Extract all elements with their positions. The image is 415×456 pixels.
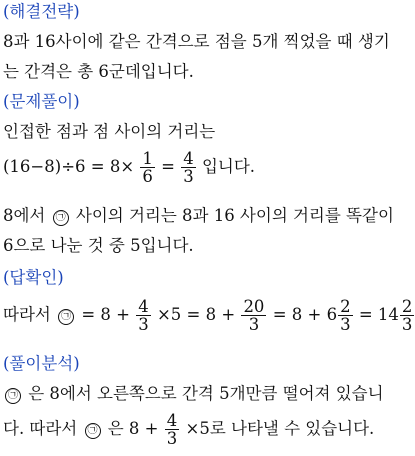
fraction-denominator: 3 [166, 429, 178, 448]
fraction-four-thirds [165, 412, 180, 447]
fraction-numerator: 2 [401, 297, 413, 316]
analysis-line-2 [3, 412, 374, 447]
check-term-1: = 8 + [81, 305, 130, 324]
section-heading-solving: (문제풀이) [3, 92, 80, 111]
strategy-line-2: 는 간격은 총 6군데입니다. [3, 62, 194, 81]
fraction-denominator: 3 [340, 315, 351, 334]
equation-left: (16−8)÷6 = 8× [3, 157, 135, 176]
solving-line-3-end: 사이의 거리는 8과 16 사이의 거리를 똑같이 [75, 206, 394, 225]
strategy-line-1: 8과 16사이에 같은 간격으로 점을 5개 찍었을 때 생기 [3, 32, 390, 51]
solving-equation [3, 150, 255, 185]
fraction-two-thirds [400, 298, 415, 333]
analysis-line-2-start: 다. 따라서 [3, 419, 78, 438]
solving-line-4: 6으로 나눈 것 중 5입니다. [3, 236, 194, 255]
analysis-line-1-text: 은 8에서 오른쪽으로 간격 5개만큼 떨어져 있습니 [28, 384, 384, 403]
analysis-line-2-mid: 은 8 + [107, 419, 159, 438]
equation-end: 입니다. [201, 157, 256, 176]
check-term-2: ×5 = 8 + [156, 305, 236, 324]
fraction-numerator: 4 [166, 411, 178, 430]
fraction-numerator: 20 [243, 297, 265, 316]
check-term-3: = 8 + 6 [272, 305, 338, 324]
circled-symbol: ㉠ [58, 309, 74, 325]
analysis-line-1 [3, 384, 384, 404]
section-heading-check: (답확인) [3, 268, 64, 287]
fraction-twenty-thirds [241, 298, 266, 333]
solving-line-1: 인접한 점과 점 사이의 거리는 [3, 122, 216, 141]
fraction-denominator: 6 [142, 167, 153, 186]
check-equation [3, 298, 415, 333]
circled-symbol: ㉠ [5, 388, 21, 404]
fraction-denominator: 3 [401, 315, 413, 334]
circled-symbol: ㉠ [53, 210, 69, 226]
fraction-denominator: 3 [183, 167, 194, 186]
equation-equals: = [161, 157, 175, 176]
fraction-numerator: 4 [138, 297, 149, 316]
section-heading-analysis: (풀이분석) [3, 354, 80, 373]
fraction-two-thirds [338, 298, 353, 333]
fraction-four-thirds [136, 298, 151, 333]
fraction-numerator: 2 [340, 297, 351, 316]
solving-line-3-start: 8에서 [3, 206, 46, 225]
check-term-4: = 14 [358, 305, 399, 324]
fraction-numerator: 1 [142, 149, 153, 168]
fraction-denominator: 3 [248, 315, 260, 334]
check-prefix: 따라서 [3, 305, 51, 324]
section-heading-strategy: (해결전략) [3, 2, 80, 21]
circled-symbol: ㉠ [85, 423, 101, 439]
analysis-line-2-end: ×5로 나타낼 수 있습니다. [185, 419, 375, 438]
fraction-numerator: 4 [183, 149, 194, 168]
fraction-one-sixth [140, 150, 155, 185]
solving-line-3 [3, 206, 394, 226]
fraction-four-thirds [181, 150, 196, 185]
fraction-denominator: 3 [138, 315, 149, 334]
